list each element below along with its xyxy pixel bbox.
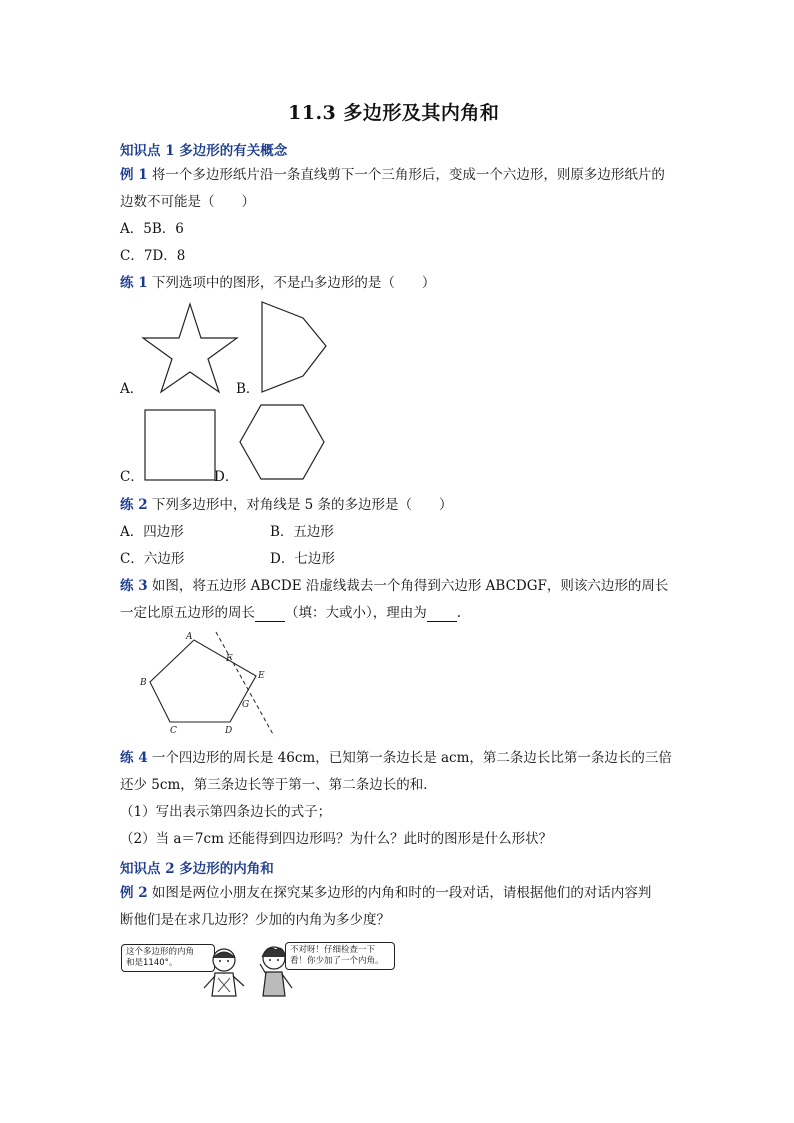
example-1-line-2: 边数不可能是（ ）	[120, 194, 255, 210]
example-2-label: 例 2	[120, 885, 148, 901]
example-1-line-1	[120, 166, 665, 184]
example-1-options-ab: A．5B．6	[120, 221, 184, 237]
option-a-label: A．	[120, 381, 144, 397]
example-2-text: 如图是两位小朋友在探究某多边形的内角和时的一段对话，请根据他们的对话内容判	[147, 885, 652, 901]
point-g-label: G	[242, 700, 250, 710]
pentagon-shape	[258, 300, 330, 394]
child-1-illustration	[200, 946, 250, 998]
point-f-label: F	[226, 654, 233, 664]
answer-blank-1[interactable]	[255, 607, 285, 622]
practice-3-text: 如图，将五边形 ABCDE 沿虚线裁去一个角得到六边形 ABCDGF，则该六边形的周长	[147, 578, 669, 594]
option-b-label: B．	[236, 381, 260, 397]
practice-4-question-2: （2）当 a＝7cm 还能得到四边形吗？为什么？此时的图形是什么形状？	[120, 831, 553, 847]
point-d-label: D	[225, 726, 233, 736]
point-b-label: B	[140, 678, 147, 688]
hexagon-shape	[238, 402, 326, 482]
practice-4-text: 一个四边形的周长是 46cm，已知第一条边长是 acm，第二条边长比第一条边长的三倍	[147, 750, 672, 766]
practice-3-line-1	[120, 577, 668, 595]
practice-4-question-1: （1）写出表示第四条边长的式子；	[120, 804, 332, 820]
bubble-1-line-1: 这个多边形的内角	[126, 947, 195, 957]
practice-2-label: 练 2	[120, 497, 148, 513]
option-d-label: D．	[214, 469, 239, 485]
practice-1-line	[120, 274, 435, 292]
practice-2-text: 下列多边形中，对角线是 5 条的多边形是（ ）	[147, 497, 453, 513]
practice-1-label: 练 1	[120, 275, 148, 291]
example-1-label: 例 1	[120, 167, 148, 183]
star-shape	[140, 302, 240, 394]
square-shape	[143, 408, 217, 482]
page-title: 11.3 多边形及其内角和	[288, 102, 500, 124]
practice-1-text: 下列选项中的图形，不是凸多边形的是（ ）	[147, 275, 436, 291]
example-2-line-2: 断他们是在求几边形？少加的内角为多少度？	[120, 912, 390, 928]
practice-3-label: 练 3	[120, 578, 148, 594]
practice-4-label: 练 4	[120, 750, 148, 766]
practice-2-option-d: D．七边形	[270, 551, 335, 567]
example-2-line-1	[120, 884, 651, 902]
practice-2-option-c: C．六边形	[120, 551, 185, 567]
example-1-options-cd: C．7D．8	[120, 248, 186, 264]
practice-3-text-a: 一定比原五边形的周长	[120, 605, 255, 621]
practice-4-line-1	[120, 749, 672, 767]
practice-2-option-a: A．四边形	[120, 524, 184, 540]
bubble-2-line-2: 看！你少加了一个内角。	[290, 956, 384, 966]
practice-4-line-2: 还少 5cm，第三条边长等于第一、第二条边长的和．	[120, 777, 437, 793]
pentagon-cut-figure	[136, 630, 276, 740]
practice-2-line	[120, 496, 453, 514]
example-1-text: 将一个多边形纸片沿一条直线剪下一个三角形后，变成一个六边形，则原多边形纸片的	[147, 167, 665, 183]
option-c-label: C．	[120, 469, 144, 485]
practice-3-line-2	[120, 604, 461, 622]
speech-bubble-2	[285, 942, 395, 970]
answer-blank-2[interactable]	[427, 607, 457, 622]
point-e-label: E	[258, 671, 265, 681]
bubble-1-line-2: 和是1140°。	[126, 958, 178, 968]
point-a-label: A	[186, 632, 193, 642]
point-c-label: C	[170, 726, 177, 736]
bubble-2-line-1: 不对呀！仔细检查一下	[290, 945, 376, 955]
section-heading-2: 知识点 2 多边形的内角和	[120, 861, 274, 877]
practice-3-text-c: .	[456, 605, 462, 621]
practice-2-option-b: B．五边形	[270, 524, 334, 540]
section-heading-1: 知识点 1 多边形的有关概念	[120, 143, 288, 159]
practice-3-text-b: （填：大或小），理由为	[285, 605, 427, 621]
